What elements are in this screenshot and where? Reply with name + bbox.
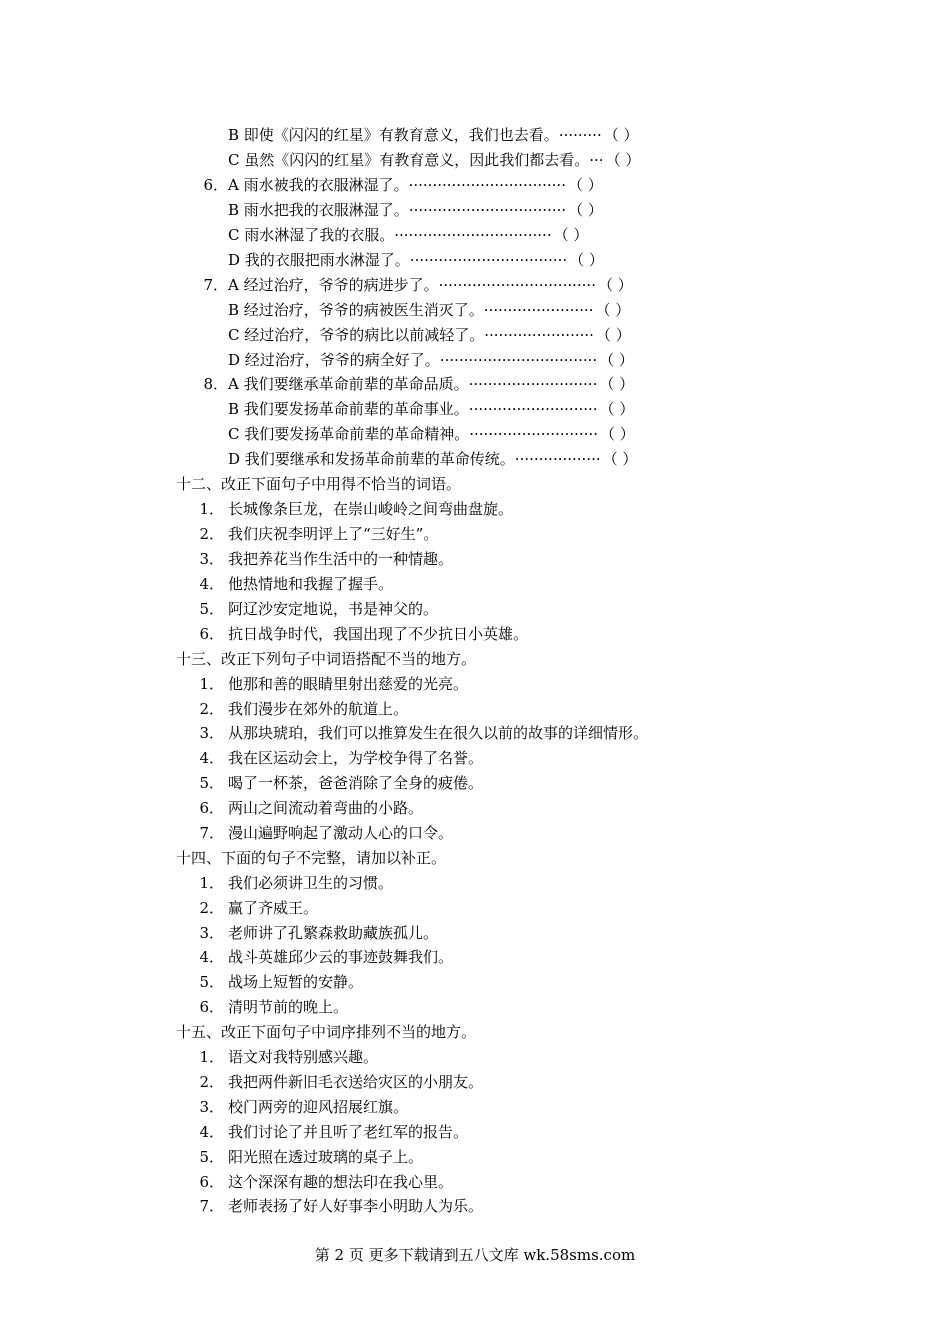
question-number: 6． <box>203 176 228 194</box>
list-item: 6． 这个深深有趣的想法印在我心里。 <box>199 1173 454 1191</box>
answer-blank[interactable]: （ ） <box>600 425 635 443</box>
option-text: B 雨水把我的衣服淋湿了。 <box>228 201 409 219</box>
section-title: 十四、下面的句子不完整，请加以补正。 <box>176 849 447 867</box>
option-text: A 雨水被我的衣服淋湿了。 <box>228 176 409 194</box>
dot-leader: ··· <box>589 151 604 169</box>
option-text: D 我的衣服把雨水淋湿了。 <box>228 251 410 269</box>
option-line <box>190 423 635 445</box>
list-item: 7． 漫山遍野响起了激动人心的口令。 <box>199 824 454 842</box>
answer-blank[interactable]: （ ） <box>567 176 603 194</box>
list-item: 4． 他热情地和我握了握手。 <box>199 575 394 593</box>
option-text: B 经过治疗，爷爷的病被医生消灭了。 <box>228 301 484 319</box>
list-item: 6． 两山之间流动着弯曲的小路。 <box>199 799 424 817</box>
option-text: C 我们要发扬革命前辈的革命精神。 <box>228 425 470 443</box>
option-text: D 经过治疗，爷爷的病全好了。 <box>228 351 440 369</box>
option-line <box>190 174 603 196</box>
option-line <box>190 124 639 146</box>
list-item: 5． 喝了一杯茶，爸爸消除了全身的疲倦。 <box>199 774 484 792</box>
list-item: 1． 长城像条巨龙，在崇山峻岭之间弯曲盘旋。 <box>199 500 514 518</box>
answer-blank[interactable]: （ ） <box>602 450 638 468</box>
answer-blank[interactable]: （ ） <box>595 301 631 319</box>
option-text: C 雨水淋湿了我的衣服。 <box>228 226 395 244</box>
answer-blank[interactable]: （ ） <box>597 276 633 294</box>
dot-leader: ··························· <box>469 425 598 443</box>
list-item: 3． 老师讲了孔繁森救助藏族孤儿。 <box>199 924 439 942</box>
list-item: 3． 校门两旁的迎风招展红旗。 <box>199 1098 409 1116</box>
list-item: 1． 他那和善的眼睛里射出慈爱的光亮。 <box>199 675 469 693</box>
list-item: 6． 抗日战争时代，我国出现了不少抗日小英雄。 <box>199 625 529 643</box>
list-item: 4． 我们讨论了并且听了老红军的报告。 <box>199 1123 469 1141</box>
dot-leader: ································· <box>408 176 566 194</box>
list-item: 5． 战场上短暂的安静。 <box>199 973 364 991</box>
section-title: 十二、改正下面句子中用得不恰当的词语。 <box>176 475 462 493</box>
dot-leader: ········· <box>558 126 602 144</box>
answer-blank[interactable]: （ ） <box>568 201 603 219</box>
list-item: 4． 战斗英雄邱少云的事迹鼓舞我们。 <box>199 948 454 966</box>
list-item: 1． 语文对我特别感兴趣。 <box>199 1048 379 1066</box>
option-line <box>190 299 630 321</box>
dot-leader: ································· <box>394 226 552 244</box>
dot-leader: ······················· <box>484 326 594 344</box>
page-footer: 第 2 页 更多下载请到五八文库 wk.58sms.com <box>314 1246 636 1264</box>
answer-blank[interactable]: （ ） <box>595 326 631 344</box>
option-line <box>190 224 588 246</box>
list-item: 3． 我把养花当作生活中的一种情趣。 <box>199 550 454 568</box>
list-item: 5． 阳光照在透过玻璃的桌子上。 <box>199 1148 424 1166</box>
dot-leader: ··························· <box>468 400 598 418</box>
answer-blank[interactable]: （ ） <box>599 400 635 418</box>
list-item: 2． 我把两件新旧毛衣送给灾区的小朋友。 <box>199 1073 484 1091</box>
dot-leader: ··························· <box>468 375 598 393</box>
list-item: 4． 我在区运动会上，为学校争得了名誉。 <box>199 749 484 767</box>
option-line <box>190 149 640 171</box>
section-title: 十五、改正下面句子中词序排列不当的地方。 <box>176 1023 477 1041</box>
dot-leader: ································· <box>409 251 568 269</box>
option-text: C 经过治疗，爷爷的病比以前减轻了。 <box>228 326 485 344</box>
option-line <box>190 373 634 395</box>
answer-blank[interactable]: （ ） <box>599 351 634 369</box>
answer-blank[interactable]: （ ） <box>599 375 635 393</box>
option-text: D 我们要继承和发扬革命前辈的革命传统。 <box>228 450 515 468</box>
list-item: 3． 从那块琥珀，我们可以推算发生在很久以前的故事的详细情形。 <box>199 724 649 742</box>
list-item: 7． 老师表扬了好人好事李小明助人为乐。 <box>199 1197 484 1215</box>
answer-blank[interactable]: （ ） <box>603 126 639 144</box>
dot-leader: ································· <box>438 276 596 294</box>
answer-blank[interactable]: （ ） <box>605 151 641 169</box>
dot-leader: ······················· <box>483 301 594 319</box>
question-number: 8． <box>203 375 228 393</box>
option-line <box>190 249 604 271</box>
option-text: A 经过治疗，爷爷的病进步了。 <box>228 276 439 294</box>
option-text: C 虽然《闪闪的红星》有教育意义，因此我们都去看。 <box>228 151 590 169</box>
list-item: 1． 我们必须讲卫生的习惯。 <box>199 874 394 892</box>
option-line <box>190 324 631 346</box>
list-item: 2． 我们庆祝李明评上了“三好生”。 <box>199 525 439 543</box>
question-number: 7． <box>203 276 228 294</box>
option-text: B 我们要发扬革命前辈的革命事业。 <box>228 400 469 418</box>
answer-blank[interactable]: （ ） <box>569 251 604 269</box>
list-item: 2． 赢了齐威王。 <box>199 899 319 917</box>
option-text: B 即使《闪闪的红星》有教育意义，我们也去看。 <box>228 126 559 144</box>
option-line <box>190 398 634 420</box>
option-line <box>190 199 603 221</box>
dot-leader: ································· <box>408 201 567 219</box>
option-line <box>190 274 633 296</box>
option-line <box>190 448 637 470</box>
list-item: 2． 我们漫步在郊外的航道上。 <box>199 700 409 718</box>
dot-leader: ································· <box>439 351 598 369</box>
option-line <box>190 349 634 371</box>
list-item: 5． 阿辽沙安定地说，书是神父的。 <box>199 600 439 618</box>
answer-blank[interactable]: （ ） <box>553 226 589 244</box>
dot-leader: ·················· <box>514 450 601 468</box>
section-title: 十三、改正下列句子中词语搭配不当的地方。 <box>176 650 477 668</box>
option-text: A 我们要继承革命前辈的革命品质。 <box>228 375 469 393</box>
list-item: 6． 清明节前的晚上。 <box>199 998 349 1016</box>
